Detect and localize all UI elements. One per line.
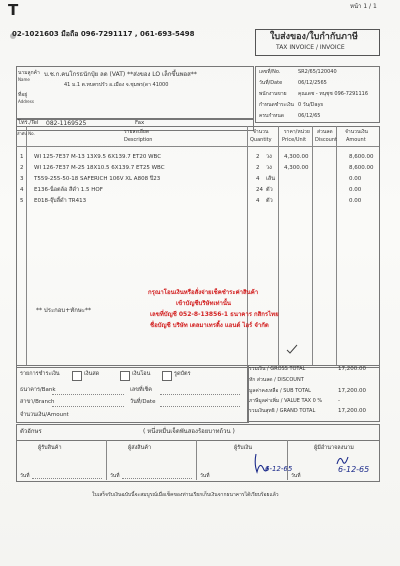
doc-title-th: ใบส่งของ/ใบกำกับภาษี xyxy=(270,32,358,42)
bank-note-4: ชื่อบัญชี บริษัท เดลมาเทรดิ้ง แอนด์ ไอร์ จำกัด xyxy=(150,322,269,329)
row-price: 4,300.00 xyxy=(284,165,309,171)
row-qty: 2 xyxy=(256,165,260,171)
row-amount: 8,600.00 xyxy=(349,165,374,171)
row-desc: E136-น็อตล้อ สีดำ 1.5 HOF xyxy=(34,187,103,193)
collector-sig-date: 6-12-65 xyxy=(265,465,293,473)
bank-label: ธนาคาร/Bank xyxy=(20,387,56,393)
transfer-checkbox[interactable] xyxy=(120,371,130,381)
branch-line xyxy=(52,406,124,407)
sig-date-line xyxy=(32,478,102,479)
sig-date-1: วันที่ xyxy=(20,473,30,479)
sig-sep xyxy=(106,440,107,480)
cheque-line xyxy=(160,394,240,395)
transfer-label: เงินโอน xyxy=(132,371,151,377)
row-unit: วง xyxy=(266,154,272,160)
meta-value: 0 วัน/Days xyxy=(298,102,324,108)
row-no: 4 xyxy=(20,187,24,193)
sig-date-3: วันที่ xyxy=(200,473,210,479)
row-amount: 8,600.00 xyxy=(349,154,374,160)
amount-label: จำนวนเงิน/Amount xyxy=(20,412,69,418)
meta-label: ครบกำหนด xyxy=(259,113,284,119)
row-qty: 4 xyxy=(256,176,260,182)
row-amount: 0.00 xyxy=(349,198,362,204)
bank-note-2: เข้าบัญชีบริษัทเท่านั้น xyxy=(176,300,232,307)
address-label-en: Address xyxy=(18,99,34,104)
header-price-en: Price/Unit xyxy=(282,137,307,143)
authorized-sig-date: 6-12-65 xyxy=(338,465,370,474)
customer-address: 41 ม.1 ต.ทบตรปรัว อ.เมือง จ.ชุมพร(ดา 41000 xyxy=(64,82,169,88)
customer-name-label-en: Name xyxy=(18,77,30,82)
date-label: วันที่/Date xyxy=(130,399,156,405)
meta-label: กำหนดชำระเงิน xyxy=(259,102,294,108)
header-amount-en: Amount xyxy=(346,137,366,143)
row-unit: ตัว xyxy=(266,198,273,204)
header-qty-th: จำนวน xyxy=(253,129,269,135)
sig-sep xyxy=(287,440,288,480)
total-value: - xyxy=(338,398,340,404)
total-value: 17,200.00 xyxy=(338,408,366,414)
total-label: ภาษีมูลค่าเพิ่ม / VALUE TAX 0 % xyxy=(249,398,323,404)
row-desc: E018-จุ๊บลี้ดำ TR413 xyxy=(34,198,87,204)
row-no: 5 xyxy=(20,198,24,204)
date-line xyxy=(160,406,240,407)
header-amount-th: จำนวนเงิน xyxy=(345,129,368,135)
header-disc-th: ส่วนลด xyxy=(317,129,333,135)
table-note: ** ประกอบ+ทักษะ** xyxy=(36,307,91,314)
row-unit: ตัว xyxy=(266,187,273,193)
meta-value: SR2/65/120040 xyxy=(298,69,337,75)
meta-label: เลขที่/No. xyxy=(259,69,281,75)
customer-name-label: นามลูกค้า xyxy=(18,70,40,76)
card-checkbox[interactable] xyxy=(162,371,172,381)
total-value: 17,200.00 xyxy=(338,366,366,372)
meta-value: 06/12/65 xyxy=(298,113,321,119)
bank-line xyxy=(52,394,124,395)
address-label: ที่อยู่ xyxy=(18,92,28,98)
tel-value: 082-1169525 xyxy=(46,120,87,127)
card-label: รูดบัตร xyxy=(174,371,191,377)
row-no: 2 xyxy=(20,165,24,171)
meta-value: 06/12/2565 xyxy=(298,80,327,86)
row-unit: วง xyxy=(266,165,272,171)
total-label: รวมเงิน / GROSS TOTAL xyxy=(249,366,306,372)
header-desc-en: Description xyxy=(124,137,153,143)
check-mark xyxy=(286,344,298,354)
header-disc-en: Discount xyxy=(315,137,337,143)
footer-note: ใบเสร็จรับเงินฉบับนี้จะสมบูรณ์เมื่อเช็คของท่านเรียกเก็บเงินจากธนาคารได้เรียบร้อยแล้ว xyxy=(92,492,279,498)
items-table xyxy=(16,126,380,368)
payment-label: รายการชำระเงิน xyxy=(20,371,60,377)
row-desc: WI 126-7E37 M-25 18X10.5 6X139.7 ET25 WBC xyxy=(34,165,165,171)
sender-label: ผู้ส่งสินค้า xyxy=(128,445,152,451)
authorized-label: ผู้มีอำนาจลงนาม xyxy=(314,445,354,451)
total-value: 17,200.00 xyxy=(338,388,366,394)
meta-label: พนักงานขาย xyxy=(259,91,287,97)
row-unit: เส้น xyxy=(266,176,275,182)
header-price-th: ราคา/หน่วย xyxy=(284,129,310,135)
receiver-label: ผู้รับสินค้า xyxy=(38,445,62,451)
total-label: รวมเงินสุทธิ / GRAND TOTAL xyxy=(249,408,316,414)
col-sep xyxy=(336,126,337,366)
row-no: 1 xyxy=(20,154,24,160)
col-sep xyxy=(278,126,279,366)
bank-note-1: กรุณาโอนเงินหรือสั่งจ่ายเช็คชำระค่าสินค้า xyxy=(148,289,259,296)
fax-label: Fax xyxy=(135,120,145,126)
row-amount: 0.00 xyxy=(349,187,362,193)
sig-sep xyxy=(196,440,197,480)
cash-checkbox[interactable] xyxy=(72,371,82,381)
amount-words-label: ตัวอักษร xyxy=(20,428,42,435)
meta-value: คุณเดช - ทนุชุช 096-7291116 xyxy=(298,91,369,97)
branch-label: สาขา/Branch xyxy=(20,399,55,405)
col-sep xyxy=(26,126,27,366)
header-desc-th: รายละเอียด xyxy=(124,129,150,135)
sig-date-line xyxy=(122,478,192,479)
customer-name: บ.ช.ก.คนโกรธนักปุ๋ย ลด (VAT) **ส่งของ LO เล็กขึ้นพอส** xyxy=(44,71,197,78)
header-qty-en: Quantity xyxy=(250,137,272,143)
row-price: 4,300.00 xyxy=(284,154,309,160)
row-desc: WI 125-7E37 M-13 13X9.5 6X139.7 ET20 WBC xyxy=(34,154,162,160)
total-label: หัก ส่วนลด / DISCOUNT xyxy=(249,377,304,383)
table-header-line xyxy=(16,146,379,147)
col-sep xyxy=(247,126,248,366)
cash-label: เงินสด xyxy=(84,371,100,377)
sig-date-4: วันที่ xyxy=(291,473,301,479)
row-qty: 2 xyxy=(256,154,260,160)
cheque-no-label: เลขที่เช็ค xyxy=(130,387,152,393)
amount-words: ( หนึ่งหมื่นเจ็ดพันสองร้อยบาทถ้วน ) xyxy=(143,428,235,435)
bank-note-3: เลขที่บัญชี 052-8-13856-1 ธนาคาร กสิกรไทย xyxy=(150,311,279,318)
corner-letter: T xyxy=(8,1,19,19)
company-phone: 02-1021603 มือถือ 096-7291117 , 061-693-5498 xyxy=(12,30,195,38)
collector-label: ผู้รับเงิน xyxy=(234,445,252,451)
meta-label: วันที่/Date xyxy=(259,80,283,86)
doc-title-en: TAX INVOICE / INVOICE xyxy=(276,44,345,51)
sig-date-2: วันที่ xyxy=(110,473,120,479)
row-qty: 4 xyxy=(256,198,260,204)
row-amount: 0.00 xyxy=(349,176,362,182)
row-qty: 24 xyxy=(256,187,263,193)
col-sep xyxy=(312,126,313,366)
row-no: 3 xyxy=(20,176,24,182)
tel-label: โทร./Tel xyxy=(18,120,39,126)
row-desc: T559-255-50-18 SAFERICH 106V XL A808 ปี23 xyxy=(34,176,161,182)
page-number: หน้า 1 / 1 xyxy=(350,3,377,10)
header-no: ลำดับ No. xyxy=(17,131,35,136)
total-label: มูลค่าคงเหลือ / SUB TOTAL xyxy=(249,388,311,394)
